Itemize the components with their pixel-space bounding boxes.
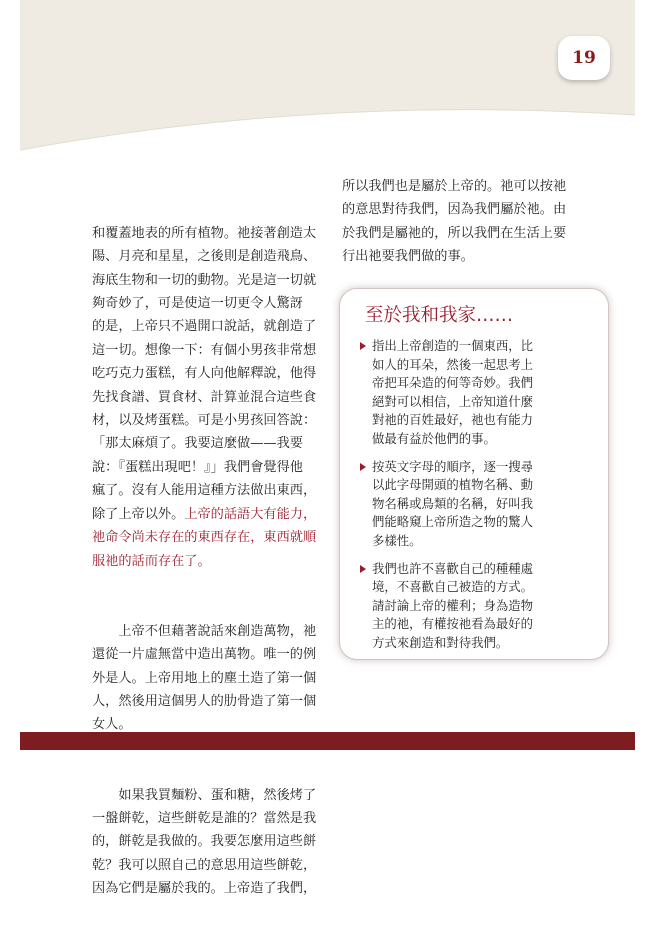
text-line: 材，以及烤蛋糕。可是小男孩回答說： — [92, 413, 317, 429]
sidebar-item-line: 帝把耳朵造的何等奇妙。我們 — [372, 375, 534, 391]
text-line: 和覆蓋地表的所有植物。祂接著創造太 — [92, 225, 317, 241]
text-line: 先找食譜、買食材、計算並混合這些食 — [92, 389, 317, 405]
text-line: 的是，上帝只不過開口說話，就創造了 — [92, 319, 317, 335]
text-line: 陽、月亮和星星，之後則是創造飛鳥、 — [92, 249, 317, 265]
text-line: 除了上帝以外。 — [92, 506, 185, 522]
text-line: 乾？我可以照自己的意思用這些餅乾， — [92, 857, 317, 873]
sidebar-item-line: 們能略窺上帝所造之物的驚人 — [372, 514, 534, 530]
triangle-bullet-icon — [360, 463, 366, 471]
text-line: 吃巧克力蛋糕，有人向他解釋說，他得 — [92, 366, 317, 382]
sidebar-box — [339, 288, 609, 660]
triangle-bullet-icon — [360, 342, 366, 350]
text-line: 於我們是屬祂的，所以我們在生活上要 — [342, 225, 567, 241]
sidebar-item-line: 以此字母開頭的植物名稱、動 — [372, 477, 534, 493]
text-line: 這一切。想像一下：有個小男孩非常想 — [92, 342, 317, 358]
sidebar-box-title: 至於我和我家…… — [365, 305, 514, 326]
header-curve-decoration — [20, 0, 635, 175]
footer-bar — [20, 732, 635, 750]
sidebar-item-line: 方式來創造和對待我們。 — [372, 634, 509, 650]
right-column — [342, 175, 593, 269]
highlight-line: 祂命令尚未存在的東西存在，東西就順 — [92, 530, 317, 546]
paragraph-1 — [92, 222, 339, 573]
sidebar-item-line: 物名稱或鳥類的名稱，好叫我 — [372, 495, 534, 511]
text-line: 外是人。上帝用地上的塵土造了第一個 — [92, 670, 317, 686]
sidebar-item-line: 主的祂，有權按祂看為最好的 — [372, 616, 534, 632]
sidebar-list-item — [360, 458, 598, 551]
sidebar-list-item — [360, 337, 598, 449]
sidebar-item-line: 如人的耳朵，然後一起思考上 — [372, 356, 534, 372]
text-line: 所以我們也是屬於上帝的。祂可以按祂 — [342, 179, 567, 194]
text-line: 瘋了。沒有人能用這種方法做出東西， — [92, 483, 317, 499]
sidebar-item-line: 境，不喜歡自己被造的方式。 — [372, 579, 534, 595]
text-line: 一盤餅乾，這些餅乾是誰的？當然是我 — [92, 810, 317, 826]
text-line: 說：『蛋糕出現吧！』」我們會覺得他 — [92, 459, 303, 475]
header-band — [20, 0, 635, 175]
text-line: 上帝不但藉著說話來創造萬物，祂 — [92, 623, 317, 639]
sidebar-list-item — [360, 560, 598, 653]
text-line: 夠奇妙了，可是使這一切更令人驚訝 — [92, 296, 303, 312]
text-line: 還從一片虛無當中造出萬物。唯一的例 — [92, 647, 317, 663]
text-line: 人，然後用這個男人的肋骨造了第一個 — [92, 693, 317, 709]
sidebar-item-line: 按英文字母的順序，逐一搜尋 — [372, 458, 534, 474]
sidebar-item-line: 做最有益於他們的事。 — [372, 430, 496, 446]
text-line: 因為它們是屬於我的。上帝造了我們， — [92, 881, 317, 897]
sidebar-item-line: 指出上帝創造的一個東西，比 — [372, 338, 534, 353]
book-page — [20, 0, 635, 897]
text-line: 的意思對待我們，因為我們屬於祂。由 — [342, 202, 567, 218]
sidebar-item-line: 我們也許不喜歡自己的種種處 — [372, 560, 534, 576]
page-number: 19 — [558, 36, 610, 80]
sidebar-item-line: 請討論上帝的權利；身為造物 — [372, 597, 534, 613]
text-line: 女人。 — [92, 717, 132, 733]
text-line: 如果我買麵粉、蛋和糖，然後烤了 — [92, 787, 317, 803]
triangle-bullet-icon — [360, 565, 366, 573]
paragraph-2 — [92, 620, 339, 737]
highlight-line: 上帝的話語大有能力， — [184, 506, 317, 522]
paragraph-3 — [92, 784, 339, 901]
sidebar-item-line: 對祂的百姓最好，祂也有能力 — [372, 412, 534, 428]
text-line: 海底生物和一切的動物。光是這一切就 — [92, 272, 317, 288]
highlight-line: 服祂的話而存在了。 — [92, 553, 211, 569]
sidebar-item-line: 絕對可以相信，上帝知道什麼 — [372, 393, 534, 409]
text-line: 的，餅乾是我做的。我要怎麼用這些餅 — [92, 834, 317, 850]
text-line: 行出祂要我們做的事。 — [342, 249, 474, 265]
text-line: 「那太麻煩了。我要這麼做——我要 — [92, 436, 303, 452]
sidebar-box-list — [360, 337, 598, 662]
sidebar-item-line: 多樣性。 — [372, 532, 422, 548]
left-column — [92, 175, 339, 947]
